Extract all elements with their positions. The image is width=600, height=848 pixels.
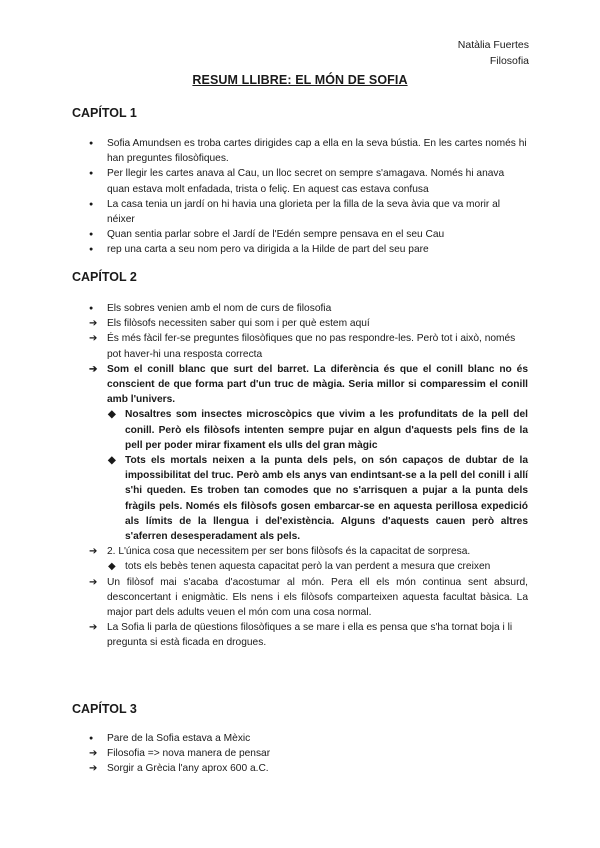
bullet-diamond-icon [108,407,120,422]
document-title: RESUM LLIBRE: EL MÓN DE SOFIA [192,73,408,87]
sub-list-item-text: tots els bebès tenen aquesta capacitat però la van perdent a mesura que creixen [125,561,491,573]
list-item-text: La casa tenia un jardí on hi havia una glorieta per la filla de la seva àvia que va morir al néixer [107,198,501,226]
list-item-text: Filosofia => nova manera de pensar [107,748,271,760]
sub-list [72,559,528,574]
list-item-text: És més fàcil fer-se preguntes filosòfiques que no pas respondre-les. Però tot i això, només pot haver-hi una resposta correcta [107,333,516,360]
bullet-diamond-icon [108,453,120,468]
list-item [72,575,528,621]
bullet-diamond-icon [108,559,120,574]
author-name: Natàlia Fuertes [457,39,529,51]
list-item [72,362,528,544]
list-item-text: 2. L'única cosa que necessitem per ser bons filòsofs és la capacitat de sorpresa. [107,546,471,558]
arrow-right-icon [89,331,101,346]
bullet-dot-icon [89,197,101,213]
sub-list-item [72,407,528,453]
arrow-right-icon [89,544,101,559]
arrow-right-icon [89,316,101,331]
arrow-right-icon [89,746,101,761]
bullet-dot-icon [89,227,101,243]
list-item [72,242,528,257]
chapter-2-heading: CAPÍTOL 2 [72,270,137,284]
sub-list-item [72,453,528,544]
list-item [72,166,528,196]
subject-name: Filosofia [489,55,529,67]
sub-list-item-text: Tots els mortals neixen a la punta dels pels, on són capaços de dubtar de la impossibilitat del truc. Però amb els anys van endintsant-se a la pell del conill i allí s'hi queden. Es troben tan comodes que no s'arrisquen a pujar a la punta dels fràgils pels. Només els filòsofs gosen embarcar-se en aquesta perillosa expedició als límits de la llengua i del'existència. Alguns d'aquests cauen però altres s'aferren desesperadament als pels. [125,455,528,543]
sub-list-item [72,559,528,574]
list-item [72,227,528,242]
list-item-text: La Sofia li parla de qüestions filosòfiques a se mare i ella es pensa que s'ha tornat boja i li pregunta si està ficada en drogues. [107,622,513,649]
arrow-right-icon [89,620,101,635]
list-item [72,316,528,331]
list-item-text: Pare de la Sofia estava a Mèxic [107,733,251,744]
list-item-text: Som el conill blanc que surt del barret. La diferència és que el conill blanc no és conscient de que forma part d'un truc de màgia. Seria millor si comparessim el conill amb l'univers. [107,363,528,406]
list-item [72,301,528,316]
list-item [72,197,528,227]
list-item [72,731,528,746]
list-item-text: Sofia Amundsen es troba cartes dirigides cap a ella en la seva bústia. En les cartes només hi han preguntes filosòfiques. [107,138,527,165]
arrow-right-icon [89,362,101,377]
bullet-dot-icon [89,301,101,317]
chapter-1-list [72,136,528,258]
list-item-text: Els sobres venien amb el nom de curs de filosofia [107,303,332,314]
bullet-dot-icon [89,166,101,182]
list-item [72,761,528,776]
list-item-text: rep una carta a seu nom pero va dirigida a la Hilde de part del seu pare [107,244,429,256]
arrow-right-icon [89,575,101,590]
list-item [72,746,528,761]
chapter-1-heading: CAPÍTOL 1 [72,106,137,120]
sub-list-item-text: Nosaltres som insectes microscòpics que vivim a les profunditats de la pell del conill. Però els filòsofs intenten sempre pujar en algun d'aquests pels fins de la pell per poder mirar fixament els ulls del gran màgic [125,409,528,451]
list-item-text: Els filòsofs necessiten saber qui som i per què estem aquí [107,318,370,330]
chapter-3-heading: CAPÍTOL 3 [72,702,137,716]
list-item-text: Quan sentia parlar sobre el Jardí de l'Edén sempre pensava en el seu Cau [107,229,445,241]
document-header [458,37,529,69]
list-item [72,544,528,574]
bullet-dot-icon [89,731,101,747]
chapter-2-list [72,301,528,651]
list-item-text: Per llegir les cartes anava al Cau, un lloc secret on sempre s'amagava. Només hi anava quan estava molt enfadada, trista o feliç. En aquest cas estava confusa [107,168,505,195]
bullet-dot-icon [89,242,101,258]
chapter-3-list [72,731,528,777]
bullet-dot-icon [89,136,101,152]
list-item-text: Un filòsof mai s'acaba d'acostumar al món. Pera ell els món continua sent absurd, desconcertant i enigmàtic. Els nens i els filòsofs comparteixen aquesta facultat bàsica. La major part dels adults veuen el món com una cosa normal. [107,576,528,619]
list-item [72,620,528,650]
list-item-text: Sorgir a Grècia l'any aprox 600 a.C. [107,763,269,775]
list-item [72,136,528,166]
sub-list [72,407,528,544]
list-item [72,331,528,361]
arrow-right-icon [89,761,101,776]
